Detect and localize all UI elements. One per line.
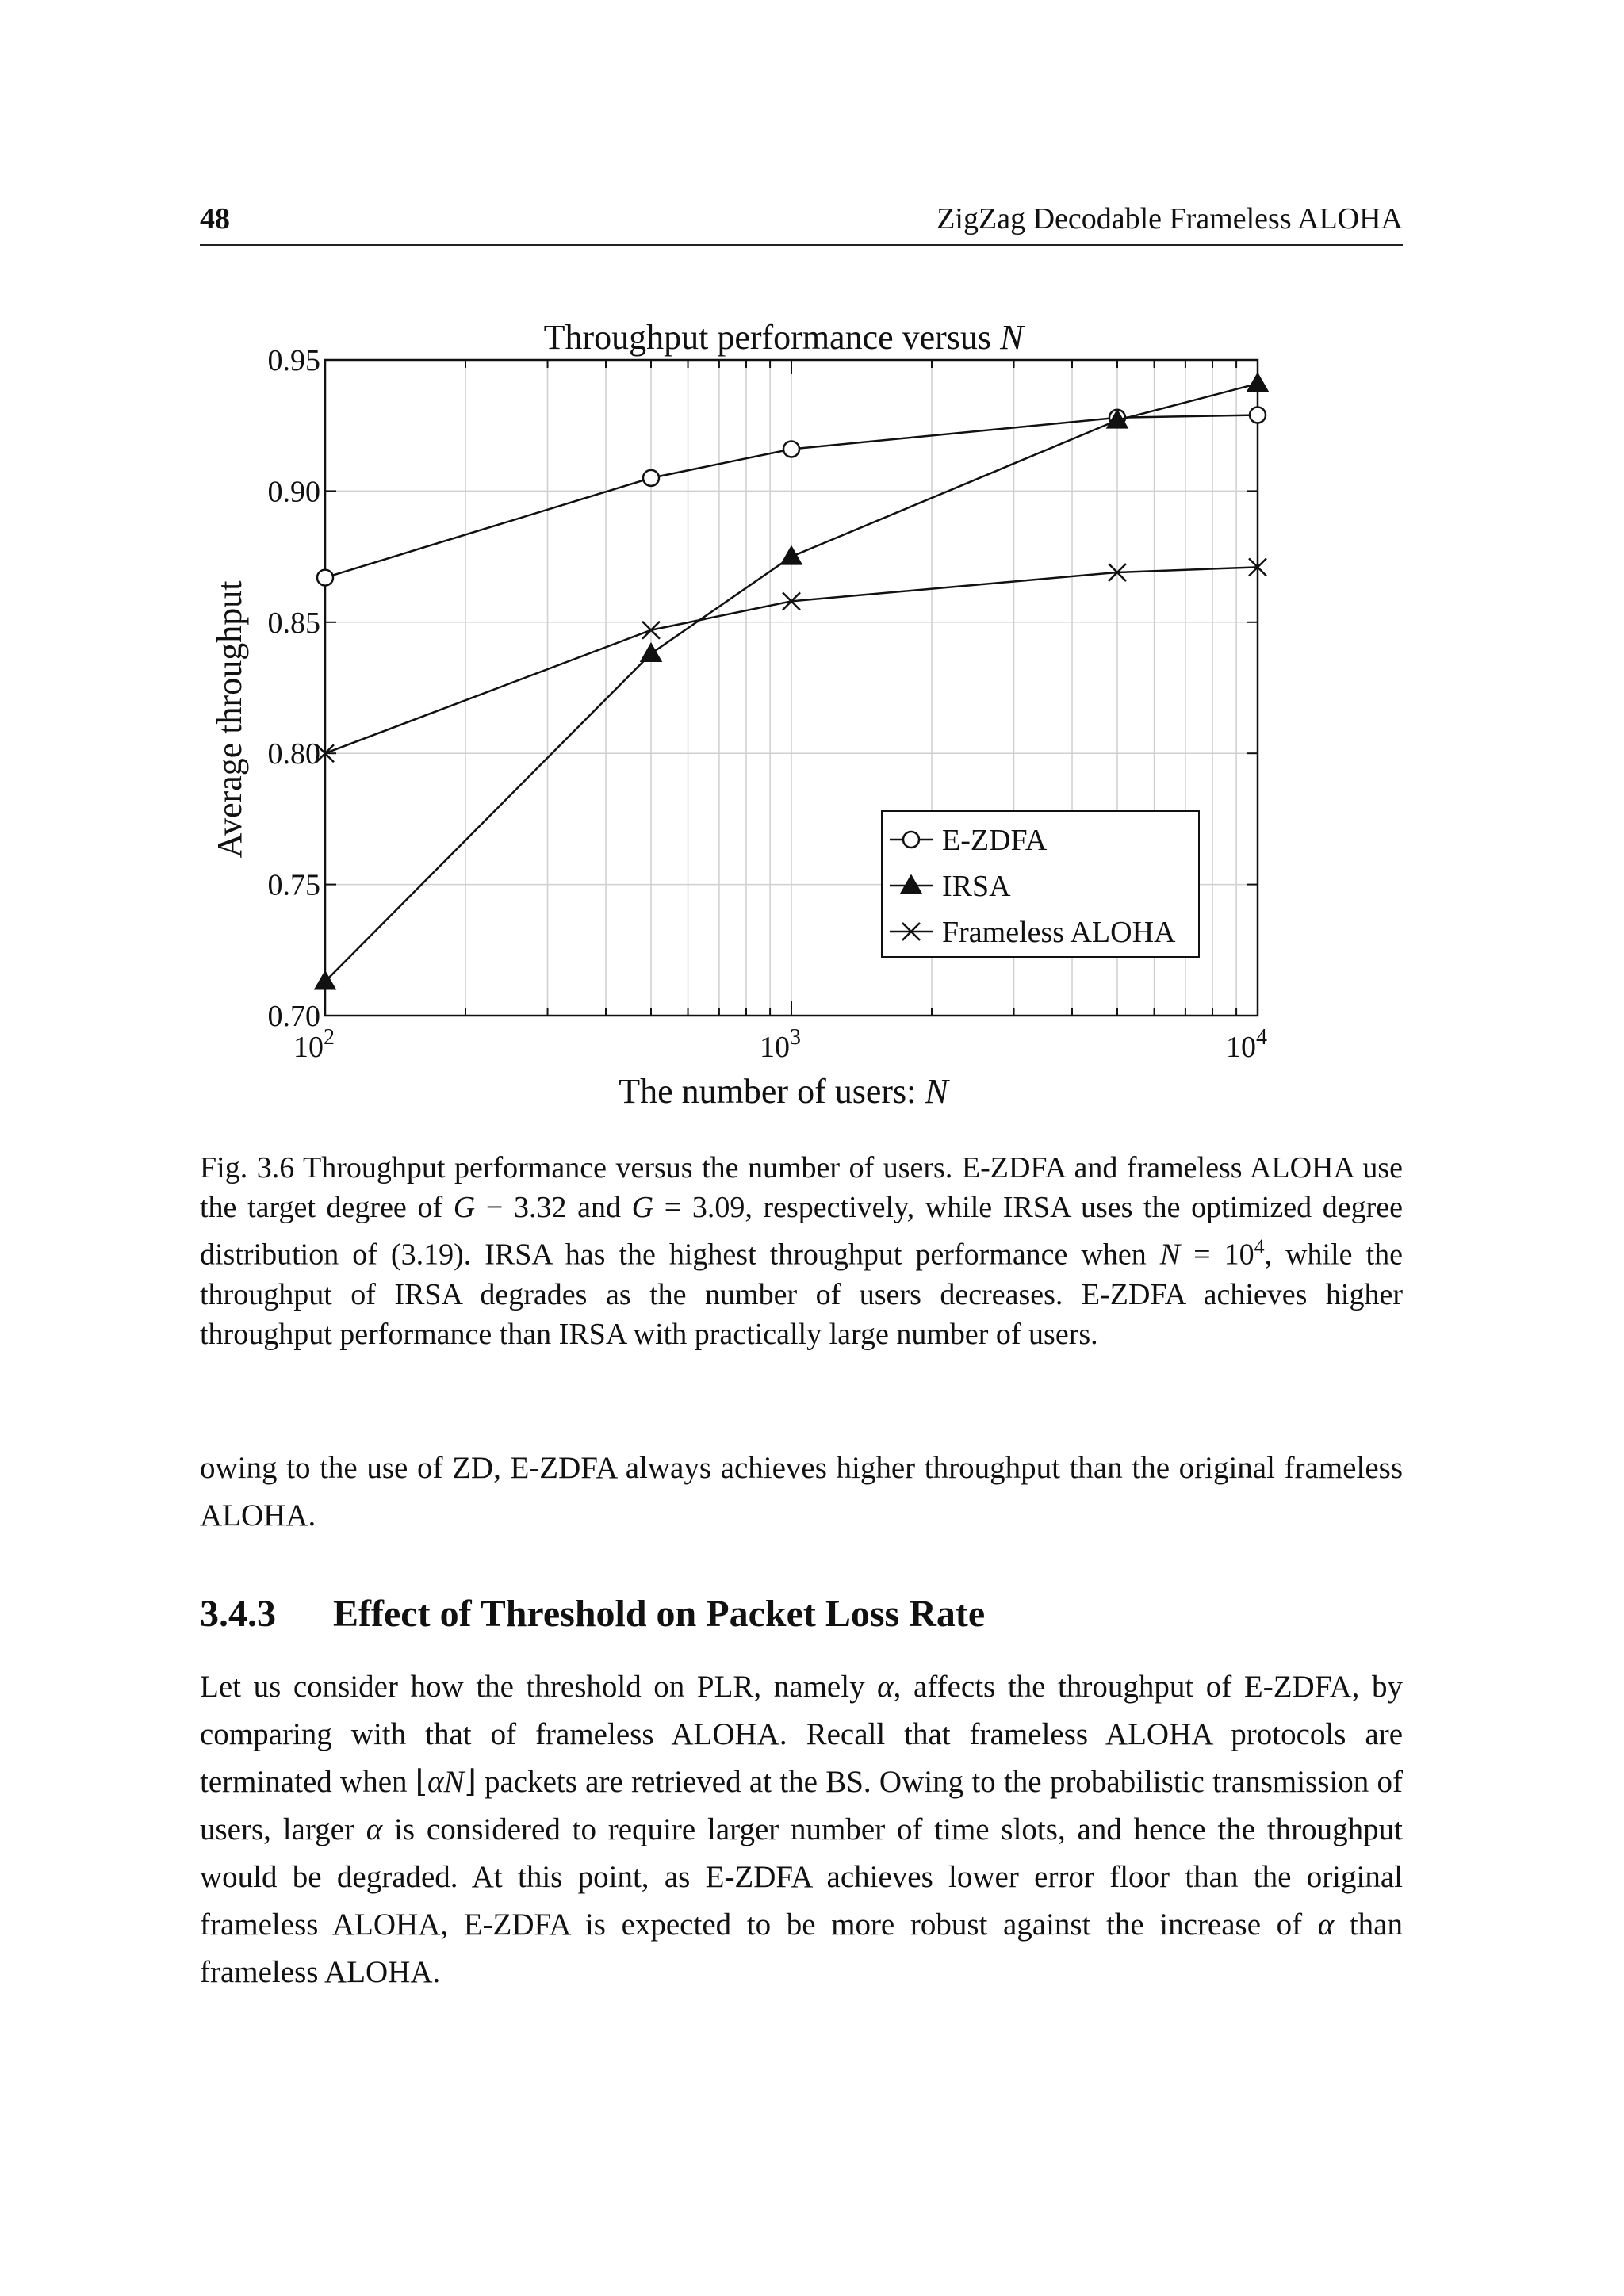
legend-label: Frameless ALOHA: [942, 916, 1176, 949]
y-axis-label: Average throughput: [210, 580, 249, 859]
figure-caption: [200, 1148, 1403, 1354]
throughput-chart: [200, 309, 1342, 1126]
y-tick-label: 0.95: [267, 344, 320, 377]
x-axis-label-var: N: [925, 1072, 948, 1111]
y-tick-label: 0.90: [267, 475, 320, 509]
para2-alpha-2: α: [366, 1812, 383, 1846]
caption-text-2: − 3.32 and: [475, 1191, 632, 1224]
x-axis-label: [619, 1072, 950, 1111]
running-header: [200, 198, 1403, 246]
chart-title-text: Throughput performance versus: [543, 318, 1001, 357]
legend-label: E-ZDFA: [942, 824, 1048, 857]
caption-var-g2: G: [631, 1191, 654, 1224]
data-point: [783, 441, 799, 457]
page-number: 48: [200, 202, 230, 235]
data-point: [643, 470, 659, 486]
x-axis-label-text: The number of users:: [619, 1072, 925, 1111]
data-point: [317, 570, 333, 586]
data-point: [1247, 373, 1268, 392]
x-tick-labels: [293, 1025, 1267, 1064]
x-tick-label: $10^2$: [293, 1025, 335, 1064]
caption-superscript: 4: [1254, 1235, 1265, 1258]
y-tick-label: 0.70: [267, 1000, 320, 1033]
body-paragraph-2: [200, 1663, 1403, 1996]
x-tick-label: $10^4$: [1226, 1025, 1267, 1064]
para2-text-1: Let us consider how the threshold on PLR, namely: [200, 1670, 878, 1704]
data-point: [641, 643, 661, 661]
para2-text-4: is considered to require larger number of time slots, and hence the throughput would be degraded. At this point, as E-ZDFA achieves lower error floor than the original frameless ALOHA, E-ZDFA is expected to be more robust against the increase of: [200, 1812, 1403, 1942]
para2-text-3: ⌋ packets are retrieved at the BS. Owing to the probabilistic transmission of users, larger: [200, 1765, 1403, 1846]
x-tick-exponent: 4: [1256, 1025, 1267, 1050]
caption-text-3: = 3.09, respectively, while IRSA uses the optimized degree distribution of (3.19). IRSA has the highest throughput performance when: [200, 1191, 1404, 1272]
caption-text-4: = 10: [1180, 1238, 1254, 1272]
para2-text-5: than frameless ALOHA.: [200, 1908, 1403, 1989]
legend-marker: [903, 832, 919, 848]
y-tick-label: 0.80: [267, 737, 320, 771]
section-heading: [200, 1592, 1403, 1636]
data-point: [1250, 407, 1266, 423]
chart-title-var: N: [1000, 318, 1024, 357]
caption-var-g1: G: [453, 1191, 476, 1224]
running-title: ZigZag Decodable Frameless ALOHA: [936, 202, 1403, 235]
x-tick-label: $10^3$: [760, 1025, 801, 1064]
data-point: [781, 546, 802, 564]
body-paragraph-1: owing to the use of ZD, E-ZDFA always achieves higher throughput than the original frameless ALOHA.: [200, 1451, 1403, 1533]
x-tick-exponent: 2: [324, 1025, 335, 1050]
caption-text-5: , while the throughput of IRSA degrades as the number of users decreases. E-ZDFA achieves higher throughput performance than IRSA with practically large number of users.: [200, 1238, 1403, 1351]
legend: [882, 811, 1199, 957]
legend-label: IRSA: [942, 870, 1011, 903]
y-tick-label: 0.75: [267, 868, 320, 902]
caption-var-n: N: [1159, 1238, 1181, 1272]
section-number: 3.4.3: [200, 1593, 276, 1635]
x-tick-exponent: 3: [790, 1025, 801, 1050]
para2-text-2: , affects the throughput of E-ZDFA, by comparing with that of frameless ALOHA. Recall that frameless ALOHA protocols are terminated when ⌊: [200, 1670, 1403, 1799]
chart-title: [544, 318, 1025, 357]
y-tick-label: 0.85: [267, 606, 320, 640]
para2-alpha-3: α: [1317, 1908, 1335, 1942]
section-title: Effect of Threshold on Packet Loss Rate: [333, 1593, 986, 1635]
para2-alpha-n: αN: [427, 1765, 465, 1799]
y-tick-labels: [268, 344, 321, 1033]
para2-alpha-1: α: [877, 1670, 894, 1704]
caption-text-1: Fig. 3.6 Throughput performance versus the number of users. E-ZDFA and frameless ALOHA use the target degree of: [200, 1151, 1403, 1224]
